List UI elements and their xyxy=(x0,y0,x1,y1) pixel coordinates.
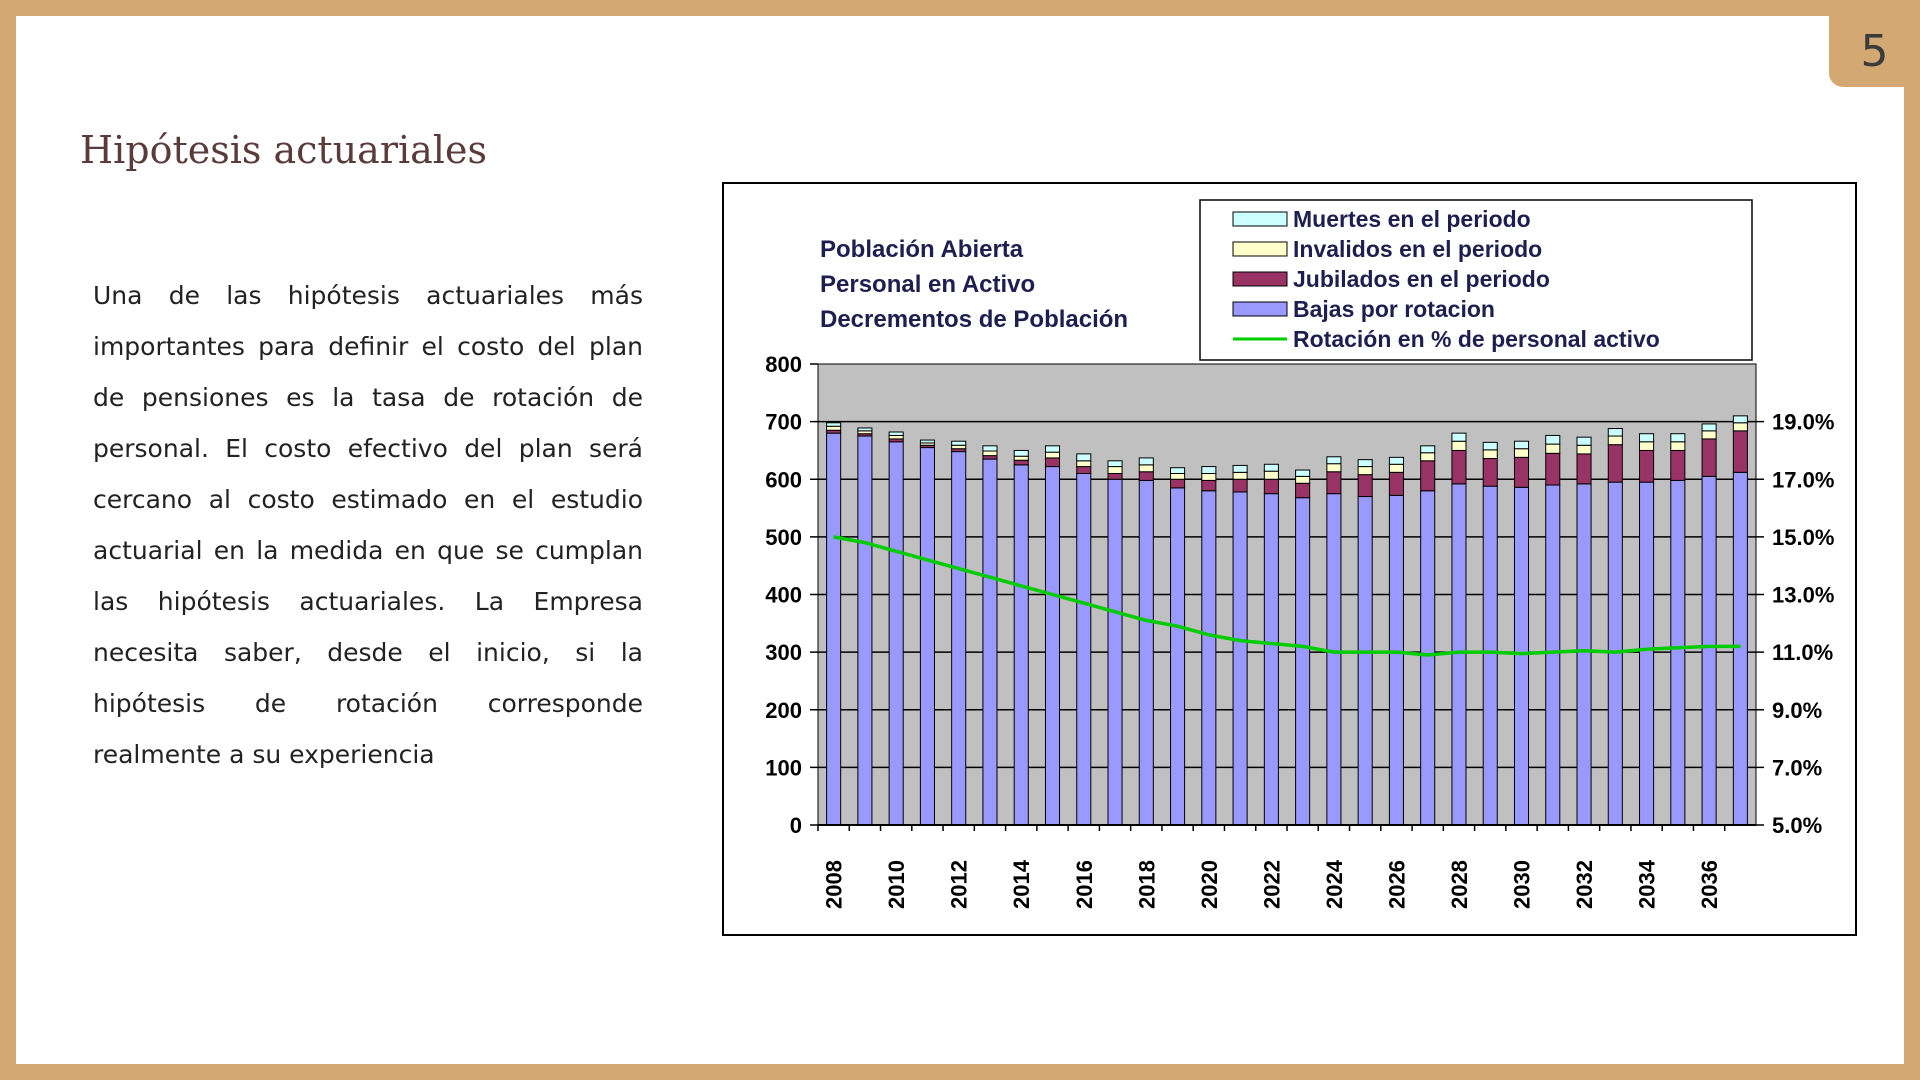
y-left-tick-label: 400 xyxy=(765,582,802,608)
bar-segment xyxy=(1577,445,1591,454)
y-right-tick-label: 15.0% xyxy=(1772,524,1835,550)
bar-segment xyxy=(1640,434,1654,442)
bar-segment xyxy=(1577,437,1591,445)
bar-segment xyxy=(1733,416,1747,423)
bar-segment xyxy=(1358,460,1372,467)
x-tick-label: 2026 xyxy=(1384,860,1410,909)
bar-segment xyxy=(1233,492,1247,825)
bar-segment xyxy=(1045,446,1059,452)
chart-frame xyxy=(722,182,1857,936)
x-tick-label: 2020 xyxy=(1196,860,1222,909)
bar-segment xyxy=(1139,465,1153,472)
bar-segment xyxy=(1139,472,1153,481)
bar-segment xyxy=(858,436,872,825)
bar-segment xyxy=(1671,442,1685,451)
bar-segment xyxy=(1702,431,1716,439)
bar-segment xyxy=(983,459,997,825)
chart-title-line: Población Abierta xyxy=(820,236,1024,263)
bar-segment xyxy=(1108,461,1122,467)
chart-title-line: Decrementos de Población xyxy=(820,306,1129,333)
body-paragraph: Una de las hipótesis actuariales más importantes para definir el costo del plan de pensiones es la tasa de rotación de personal. El costo efectivo del plan será cercano al costo estimado en el estudio actuarial en la medida en que se cumplan las hipótesis actuariales. La Empresa necesita saber, desde el inicio, si la hipótesis de rotación corresponde realmente a su experiencia xyxy=(93,281,643,769)
y-left-tick-label: 600 xyxy=(765,467,802,493)
bar-segment xyxy=(920,448,934,825)
bar-segment xyxy=(1733,431,1747,472)
bar-segment xyxy=(1546,435,1560,444)
bar-segment xyxy=(952,452,966,825)
bar-segment xyxy=(858,428,872,431)
bar-segment xyxy=(1327,494,1341,825)
bar-segment xyxy=(1421,453,1435,461)
x-tick-label: 2030 xyxy=(1509,860,1535,909)
bar-segment xyxy=(1327,472,1341,494)
x-tick-label: 2032 xyxy=(1572,860,1598,909)
bar-segment xyxy=(1077,454,1091,461)
bar-segment xyxy=(1514,441,1528,448)
bar-segment xyxy=(1389,495,1403,825)
y-right-tick-label: 11.0% xyxy=(1772,640,1834,666)
bar-segment xyxy=(1671,480,1685,825)
bar-segment xyxy=(1577,484,1591,825)
bar-segment xyxy=(1733,472,1747,825)
bar-segment xyxy=(1483,486,1497,825)
bar-segment xyxy=(1546,453,1560,485)
bar-segment xyxy=(1296,483,1310,497)
bar-segment xyxy=(1296,476,1310,483)
y-left-tick-label: 500 xyxy=(765,524,802,550)
y-right-tick-label: 5.0% xyxy=(1772,813,1823,838)
bar-segment xyxy=(1171,479,1185,488)
bar-segment xyxy=(1358,497,1372,825)
x-tick-label: 2016 xyxy=(1071,860,1097,909)
bar-segment xyxy=(1514,457,1528,487)
bar-segment xyxy=(1077,467,1091,474)
x-tick-label: 2018 xyxy=(1134,860,1160,909)
bar-segment xyxy=(1733,423,1747,431)
y-left-tick-label: 800 xyxy=(765,352,802,377)
bar-segment xyxy=(889,442,903,825)
bar-segment xyxy=(1233,465,1247,472)
bar-segment xyxy=(1108,479,1122,825)
bar-segment xyxy=(1640,450,1654,482)
legend-label: Bajas por rotacion xyxy=(1293,296,1495,322)
bar-segment xyxy=(952,445,966,448)
bar-segment xyxy=(1608,429,1622,436)
x-tick-label: 2036 xyxy=(1697,860,1723,909)
x-tick-label: 2010 xyxy=(884,860,910,909)
bar-segment xyxy=(1108,473,1122,479)
bar-segment xyxy=(1671,450,1685,480)
legend-swatch xyxy=(1233,212,1287,226)
y-left-tick-label: 700 xyxy=(765,409,802,435)
bar-segment xyxy=(1421,461,1435,491)
bar-segment xyxy=(1014,465,1028,825)
bar-segment xyxy=(1296,498,1310,825)
x-tick-label: 2022 xyxy=(1259,860,1285,909)
bar-segment xyxy=(1577,454,1591,484)
page-number: 5 xyxy=(1860,26,1889,77)
bar-segment xyxy=(827,426,841,430)
bar-segment xyxy=(1608,445,1622,482)
bar-segment xyxy=(1671,434,1685,442)
legend-label: Invalidos en el periodo xyxy=(1293,236,1543,262)
bar-segment xyxy=(1045,452,1059,458)
bar-segment xyxy=(1389,472,1403,495)
legend-swatch xyxy=(1233,272,1287,286)
bar-segment xyxy=(1389,464,1403,472)
bar-segment xyxy=(1327,464,1341,472)
y-left-tick-label: 100 xyxy=(765,755,802,781)
bar-segment xyxy=(1296,470,1310,476)
bar-segment xyxy=(1077,473,1091,825)
legend-swatch xyxy=(1233,302,1287,316)
population-chart xyxy=(724,184,1855,934)
bar-segment xyxy=(889,432,903,435)
bar-segment xyxy=(1389,457,1403,464)
bar-segment xyxy=(1014,456,1028,460)
bar-segment xyxy=(983,451,997,456)
bar-segment xyxy=(1077,461,1091,467)
bar-segment xyxy=(1171,488,1185,825)
bar-segment xyxy=(983,456,997,459)
y-left-tick-label: 0 xyxy=(789,813,802,838)
bar-segment xyxy=(827,423,841,426)
chart-title-line: Personal en Activo xyxy=(820,271,1036,298)
bar-segment xyxy=(1171,473,1185,479)
bar-segment xyxy=(1327,457,1341,464)
bar-segment xyxy=(1045,458,1059,467)
bar-segment xyxy=(1640,482,1654,825)
bar-segment xyxy=(1202,491,1216,825)
bar-segment xyxy=(1014,450,1028,456)
y-left-tick-label: 200 xyxy=(765,697,802,723)
bar-segment xyxy=(1452,450,1466,483)
bar-segment xyxy=(1358,467,1372,475)
bar-segment xyxy=(1514,449,1528,458)
bar-segment xyxy=(1421,491,1435,825)
x-tick-label: 2012 xyxy=(946,860,972,909)
y-left-tick-label: 300 xyxy=(765,640,802,666)
bar-segment xyxy=(1171,468,1185,474)
bar-segment xyxy=(1608,436,1622,445)
y-right-tick-label: 19.0% xyxy=(1772,409,1835,435)
bar-segment xyxy=(1264,479,1278,493)
bar-segment xyxy=(1202,473,1216,480)
bar-segment xyxy=(1483,442,1497,449)
bar-segment xyxy=(983,446,997,451)
bar-segment xyxy=(1202,480,1216,490)
bar-segment xyxy=(1358,475,1372,497)
bar-segment xyxy=(1483,450,1497,459)
bar-segment xyxy=(1108,467,1122,474)
y-right-tick-label: 17.0% xyxy=(1772,467,1835,493)
x-tick-label: 2008 xyxy=(821,860,847,909)
bar-segment xyxy=(1264,464,1278,471)
y-right-tick-label: 7.0% xyxy=(1772,755,1823,781)
bar-segment xyxy=(1452,433,1466,441)
legend-label: Muertes en el periodo xyxy=(1293,206,1531,232)
x-tick-label: 2028 xyxy=(1446,860,1472,909)
legend-label: Jubilados en el periodo xyxy=(1293,266,1550,292)
y-right-tick-label: 13.0% xyxy=(1772,582,1835,608)
x-tick-label: 2024 xyxy=(1321,860,1347,909)
x-tick-label: 2014 xyxy=(1009,860,1035,909)
bar-segment xyxy=(952,441,966,445)
page-number-badge xyxy=(1829,16,1920,87)
bar-segment xyxy=(1452,484,1466,825)
bar-segment xyxy=(1640,442,1654,451)
bar-segment xyxy=(1202,467,1216,474)
legend-label: Rotación en % de personal activo xyxy=(1293,326,1660,352)
bar-segment xyxy=(1264,471,1278,479)
bar-segment xyxy=(1045,467,1059,825)
bar-segment xyxy=(1264,494,1278,825)
bar-segment xyxy=(1546,444,1560,453)
bar-segment xyxy=(920,440,934,443)
bar-segment xyxy=(1139,480,1153,825)
bar-segment xyxy=(1139,458,1153,465)
bar-segment xyxy=(1452,441,1466,450)
bar-segment xyxy=(1702,424,1716,431)
y-right-tick-label: 9.0% xyxy=(1772,697,1823,723)
slide-title: Hipótesis actuariales xyxy=(80,128,487,172)
bar-segment xyxy=(889,435,903,438)
bar-segment xyxy=(1702,439,1716,476)
bar-segment xyxy=(1421,446,1435,453)
x-tick-label: 2034 xyxy=(1634,860,1660,909)
bar-segment xyxy=(1483,459,1497,487)
bar-segment xyxy=(827,433,841,825)
bar-segment xyxy=(1233,479,1247,492)
legend-swatch xyxy=(1233,242,1287,256)
bar-segment xyxy=(1702,476,1716,825)
bar-segment xyxy=(1233,472,1247,479)
bar-segment xyxy=(1546,485,1560,825)
bar-segment xyxy=(1514,487,1528,825)
bar-segment xyxy=(1014,460,1028,465)
